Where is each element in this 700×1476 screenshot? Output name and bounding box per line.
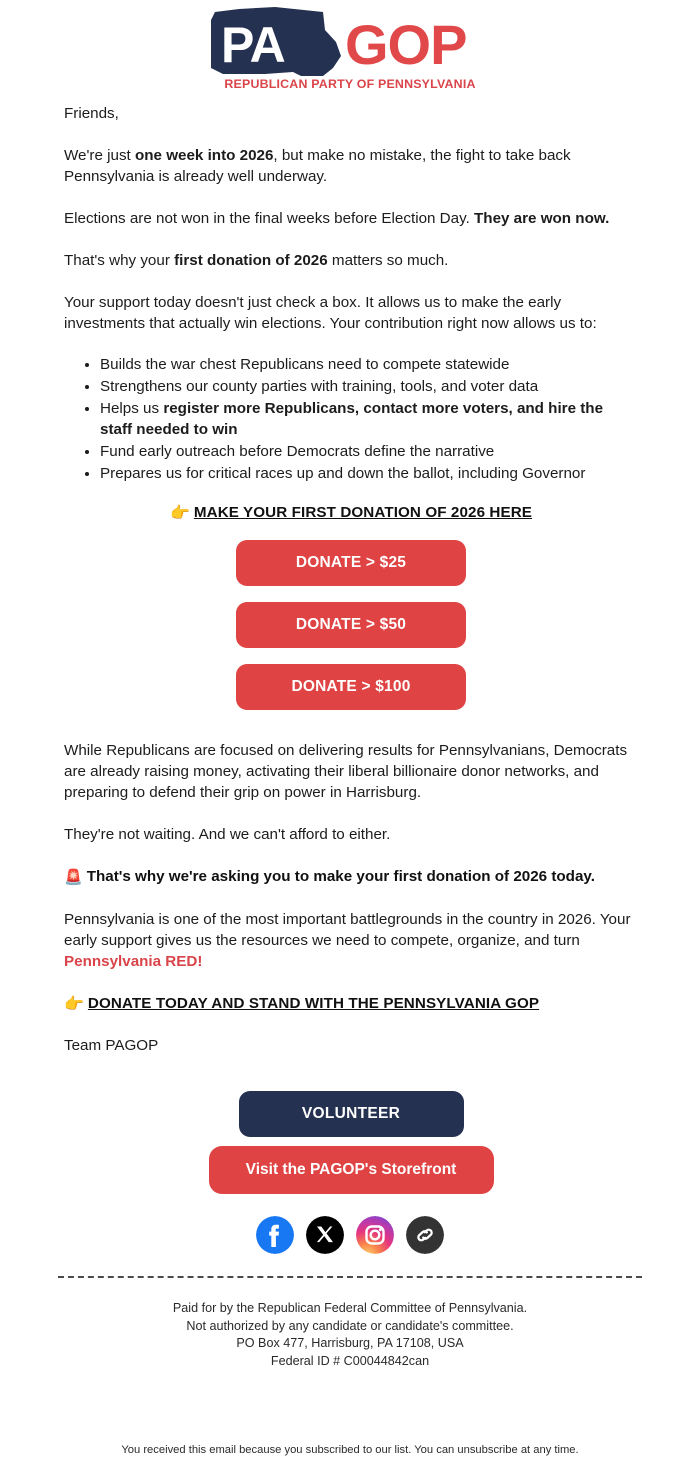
link-icon[interactable]	[406, 1216, 444, 1254]
list-item	[100, 441, 638, 462]
bullet-text: Fund early outreach before Democrats define the narrative	[100, 443, 495, 460]
paragraph-4: Your support today doesn't just check a box. It allows us to make the early investments that actually win elections. Your contribution right now allows us to:	[64, 294, 597, 332]
pennsylvania-red-highlight: Pennsylvania RED!	[64, 953, 203, 970]
bullet-bold: register more Republicans, contact more voters, and hire the staff needed to win	[100, 400, 604, 438]
instagram-icon[interactable]	[356, 1216, 394, 1254]
paragraph-7	[64, 909, 638, 972]
instagram-glyph	[356, 1216, 394, 1254]
footer-line-1: Paid for by the Republican Federal Committee of Pennsylvania.	[172, 1301, 528, 1315]
footer-line-3: PO Box 477, Harrisburg, PA 17108, USA	[236, 1336, 464, 1350]
footer-divider	[58, 1276, 642, 1278]
footer-line-2: Not authorized by any candidate or candidate's committee.	[186, 1318, 514, 1333]
logo-tagline: REPUBLICAN PARTY OF PENNSYLVANIA	[224, 77, 476, 91]
facebook-icon[interactable]	[256, 1216, 294, 1254]
donate-cta-headline	[64, 502, 638, 524]
footer-line-4: Federal ID # C00044842can	[270, 1353, 430, 1368]
p1-bold: one week into 2026	[134, 147, 274, 164]
donate-25-button[interactable]: DONATE > $25	[236, 540, 466, 586]
list-item	[100, 354, 638, 375]
signoff: Team PAGOP	[64, 1037, 159, 1054]
make-first-donation-link[interactable]: MAKE YOUR FIRST DONATION OF 2026 HERE	[193, 504, 533, 521]
donate-50-button[interactable]: DONATE > $50	[236, 602, 466, 648]
donate-100-button[interactable]: DONATE > $100	[236, 664, 466, 710]
p1-text-a: We're just	[64, 147, 135, 164]
x-glyph	[306, 1216, 344, 1254]
paragraph-2	[64, 208, 638, 229]
p2-text-a: Elections are not won in the final weeks before Election Day.	[64, 210, 475, 227]
bullet-text: Helps us	[100, 400, 164, 417]
svg-text:PA: PA	[221, 17, 285, 73]
svg-text:GOP: GOP	[345, 13, 467, 76]
volunteer-button[interactable]: VOLUNTEER	[239, 1091, 464, 1137]
donate-today-link[interactable]: DONATE TODAY AND STAND WITH THE PENNSYLVANIA GOP	[87, 995, 540, 1012]
salutation: Friends,	[64, 105, 119, 122]
facebook-glyph	[256, 1216, 294, 1254]
bullet-text: Builds the war chest Republicans need to compete statewide	[100, 356, 510, 373]
closing-cta-line	[64, 993, 638, 1015]
donate-button-stack	[64, 540, 638, 710]
paragraph-3	[64, 250, 638, 271]
bullet-text: Strengthens our county parties with training, tools, and voter data	[100, 378, 539, 395]
p1-text-c: , but make no mistake, the fight to take back Pennsylvania is already well underway.	[64, 147, 571, 185]
x-icon[interactable]	[306, 1216, 344, 1254]
storefront-button[interactable]: Visit the PAGOP's Storefront	[209, 1146, 494, 1194]
pointing-hand-icon: 👉	[169, 505, 190, 522]
p3-bold: first donation of 2026	[174, 252, 328, 269]
bullet-text: Prepares us for critical races up and down the ballot, including Governor	[100, 465, 586, 482]
urgency-alert-line	[64, 866, 638, 888]
social-links-row	[0, 1194, 700, 1266]
footer-disclaimer	[0, 1278, 700, 1370]
pagop-logo-svg	[205, 6, 495, 92]
list-item	[100, 463, 638, 484]
benefits-list	[64, 354, 638, 484]
list-item	[100, 376, 638, 397]
siren-icon: 🚨	[64, 869, 83, 886]
p3-text-c: matters so much.	[327, 252, 449, 269]
pointing-hand-icon: 👉	[64, 996, 84, 1013]
list-item	[100, 398, 638, 440]
unsubscribe-text: You received this email because you subscribed to our list. You can unsubscribe at any time.	[121, 1444, 579, 1456]
action-button-stack	[64, 1091, 638, 1194]
unsubscribe-notice	[0, 1370, 700, 1476]
p2-bold: They are won now.	[474, 210, 610, 227]
p7-text-a: Pennsylvania is one of the most important battlegrounds in the country in 2026. Your early support gives us the resources we need to compete, organize, and turn	[64, 911, 631, 949]
paragraph-5: While Republicans are focused on delivering results for Pennsylvanians, Democrats are already raising money, activating their liberal billionaire donor networks, and preparing to defend their grip on power in Harrisburg.	[64, 742, 628, 801]
link-glyph	[406, 1216, 444, 1254]
email-content	[0, 103, 700, 1194]
alert-text: That's why we're asking you to make your first donation of 2026 today.	[86, 868, 595, 885]
paragraph-1	[64, 145, 638, 187]
p3-text-a: That's why your	[64, 252, 175, 269]
logo-header	[0, 0, 700, 103]
pagop-logo[interactable]	[205, 6, 495, 92]
paragraph-6: They're not waiting. And we can't afford to either.	[64, 826, 391, 843]
